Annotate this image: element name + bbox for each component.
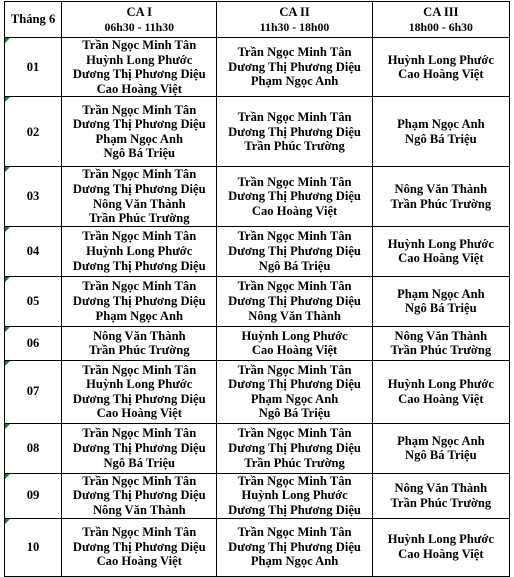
table-row [5, 226, 510, 276]
staff-name: Cao Hoàng Việt [398, 391, 484, 406]
day-number: 05 [26, 293, 40, 308]
comment-marker-icon [5, 327, 10, 332]
staff-name: Phạm Ngọc Anh [397, 286, 485, 301]
staff-name: Dương Thị Phương Diệu [228, 59, 361, 74]
day-number: 04 [26, 243, 40, 258]
staff-name: Huỳnh Long Phước [387, 236, 494, 251]
day-number: 07 [26, 384, 40, 399]
staff-name: Trần Ngọc Minh Tân [237, 426, 352, 441]
staff-name: Cao Hoàng Việt [251, 343, 338, 358]
shift-header-ca3[interactable] [372, 2, 509, 38]
staff-name: Dương Thị Phương Diệu [72, 539, 206, 554]
staff-name: Huỳnh Long Phước [86, 243, 193, 258]
day-cell[interactable] [5, 276, 62, 326]
comment-marker-icon [5, 474, 10, 479]
staff-name: Trần Ngọc Minh Tân [237, 525, 352, 540]
table-row [5, 97, 510, 167]
header-row [5, 2, 510, 38]
shift-cell-ca2[interactable] [217, 360, 372, 423]
shift-cell-ca3[interactable] [372, 518, 509, 576]
staff-name: Huỳnh Long Phước [387, 377, 494, 392]
staff-name: Trần Phúc Trường [390, 495, 492, 510]
day-number: 09 [26, 488, 40, 503]
staff-name: Ngô Bá Triệu [258, 258, 331, 273]
staff-name: Trần Ngọc Minh Tân [82, 167, 197, 182]
staff-name: Dương Thị Phương Diệu [228, 502, 361, 517]
comment-marker-icon [5, 519, 10, 524]
staff-name: Phạm Ngọc Anh [95, 131, 183, 146]
staff-name: Dương Thị Phương Diệu [228, 377, 361, 392]
shift-name: CA I [126, 4, 153, 19]
shift-cell-ca3[interactable] [372, 226, 509, 276]
staff-name: Cao Hoàng Việt [398, 547, 484, 562]
staff-name: Trần Ngọc Minh Tân [82, 525, 197, 540]
shift-cell-ca2[interactable] [217, 326, 372, 360]
staff-name: Dương Thị Phương Diệu [228, 293, 361, 308]
shift-cell-ca3[interactable] [372, 423, 509, 473]
day-cell[interactable] [5, 167, 62, 226]
staff-name: Trần Ngọc Minh Tân [82, 426, 197, 441]
shift-name: CA II [279, 4, 310, 19]
table-row [5, 518, 510, 576]
shift-cell-ca2[interactable] [217, 423, 372, 473]
staff-name: Huỳnh Long Phước [387, 532, 494, 547]
staff-name: Trần Ngọc Minh Tân [82, 229, 197, 244]
staff-name: Cao Hoàng Việt [96, 81, 182, 96]
staff-name: Dương Thị Phương Diệu [72, 488, 206, 503]
staff-name: Cao Hoàng Việt [398, 67, 484, 82]
schedule-sheet [4, 1, 510, 577]
shift-cell-ca1[interactable] [62, 38, 217, 97]
comment-marker-icon [5, 97, 10, 102]
shift-cell-ca1[interactable] [62, 167, 217, 226]
shift-cell-ca2[interactable] [217, 167, 372, 226]
shift-cell-ca1[interactable] [62, 518, 217, 576]
shift-cell-ca1[interactable] [62, 423, 217, 473]
day-cell[interactable] [5, 518, 62, 576]
staff-name: Dương Thị Phương Diệu [72, 258, 206, 273]
staff-name: Dương Thị Phương Diệu [228, 189, 361, 204]
staff-name: Huỳnh Long Phước [86, 377, 193, 392]
staff-name: Phạm Ngọc Anh [250, 74, 339, 89]
staff-name: Trần Ngọc Minh Tân [82, 362, 197, 377]
shift-header-ca2[interactable] [217, 2, 372, 38]
shift-cell-ca3[interactable] [372, 473, 509, 518]
staff-name: Trần Ngọc Minh Tân [237, 174, 352, 189]
staff-name: Trần Ngọc Minh Tân [237, 362, 352, 377]
shift-cell-ca3[interactable] [372, 38, 509, 97]
table-row [5, 276, 510, 326]
staff-name: Phạm Ngọc Anh [397, 117, 485, 132]
comment-marker-icon [5, 38, 10, 43]
staff-name: Nông Văn Thành [92, 196, 186, 211]
shift-cell-ca1[interactable] [62, 326, 217, 360]
staff-name: Trần Phúc Trường [390, 196, 492, 211]
staff-name: Huỳnh Long Phước [86, 52, 193, 67]
day-cell[interactable] [5, 326, 62, 360]
shift-schedule-table [4, 1, 510, 577]
staff-name: Dương Thị Phương Diệu [228, 539, 361, 554]
staff-name: Nông Văn Thành [394, 181, 488, 196]
table-row [5, 167, 510, 226]
day-cell[interactable] [5, 226, 62, 276]
staff-name: Nông Văn Thành [394, 328, 488, 343]
shift-cell-ca1[interactable] [62, 97, 217, 167]
table-row [5, 360, 510, 423]
staff-name: Dương Thị Phương Diệu [72, 440, 206, 455]
shift-cell-ca3[interactable] [372, 360, 509, 423]
staff-name: Ngô Bá Triệu [405, 448, 477, 463]
staff-name: Ngô Bá Triệu [103, 455, 176, 470]
shift-cell-ca1[interactable] [62, 360, 217, 423]
staff-name: Nông Văn Thành [92, 328, 186, 343]
day-number: 03 [26, 189, 40, 204]
month-label: Tháng 6 [10, 12, 56, 27]
staff-name: Ngô Bá Triệu [258, 406, 331, 421]
staff-name: Dương Thị Phương Diệu [228, 243, 361, 258]
shift-cell-ca3[interactable] [372, 97, 509, 167]
table-row [5, 326, 510, 360]
comment-marker-icon [5, 361, 10, 366]
staff-name: Nông Văn Thành [92, 502, 186, 517]
day-cell[interactable] [5, 423, 62, 473]
staff-name: Nông Văn Thành [248, 308, 341, 323]
month-header[interactable] [5, 2, 62, 38]
shift-cell-ca1[interactable] [62, 226, 217, 276]
staff-name: Trần Ngọc Minh Tân [237, 473, 352, 488]
shift-cell-ca3[interactable] [372, 326, 509, 360]
staff-name: Ngô Bá Triệu [405, 131, 477, 146]
shift-header-ca1[interactable] [62, 2, 217, 38]
staff-name: Cao Hoàng Việt [96, 406, 182, 421]
shift-time: 06h30 - 11h30 [104, 19, 174, 34]
staff-name: Huỳnh Long Phước [387, 52, 494, 67]
staff-name: Trần Ngọc Minh Tân [237, 109, 352, 124]
staff-name: Nông Văn Thành [394, 481, 488, 496]
staff-name: Trần Ngọc Minh Tân [82, 473, 197, 488]
comment-marker-icon [5, 277, 10, 282]
staff-name: Phạm Ngọc Anh [250, 554, 339, 569]
shift-cell-ca3[interactable] [372, 276, 509, 326]
staff-name: Dương Thị Phương Diệu [72, 117, 206, 132]
staff-name: Ngô Bá Triệu [405, 301, 477, 316]
staff-name: Trần Phúc Trường [244, 455, 345, 470]
shift-cell-ca1[interactable] [62, 473, 217, 518]
staff-name: Trần Phúc Trường [88, 343, 190, 358]
staff-name: Cao Hoàng Việt [251, 203, 338, 218]
shift-cell-ca2[interactable] [217, 473, 372, 518]
day-cell[interactable] [5, 473, 62, 518]
staff-name: Trần Ngọc Minh Tân [237, 45, 352, 60]
staff-name: Trần Phúc Trường [390, 343, 492, 358]
table-row [5, 473, 510, 518]
shift-cell-ca2[interactable] [217, 518, 372, 576]
staff-name: Dương Thị Phương Diệu [228, 440, 361, 455]
shift-cell-ca1[interactable] [62, 276, 217, 326]
staff-name: Dương Thị Phương Diệu [72, 391, 206, 406]
staff-name: Phạm Ngọc Anh [397, 433, 485, 448]
staff-name: Trần Ngọc Minh Tân [237, 229, 352, 244]
comment-marker-icon [5, 167, 10, 172]
staff-name: Trần Phúc Trường [88, 211, 190, 226]
day-number: 02 [26, 124, 40, 139]
shift-cell-ca2[interactable] [217, 276, 372, 326]
staff-name: Huỳnh Long Phước [241, 488, 348, 503]
staff-name: Phạm Ngọc Anh [250, 391, 339, 406]
day-cell[interactable] [5, 360, 62, 423]
staff-name: Huỳnh Long Phước [241, 328, 348, 343]
table-row [5, 423, 510, 473]
day-cell[interactable] [5, 38, 62, 97]
day-number: 06 [26, 335, 40, 350]
staff-name: Cao Hoàng Việt [398, 251, 484, 266]
shift-cell-ca2[interactable] [217, 38, 372, 97]
staff-name: Dương Thị Phương Diệu [72, 181, 206, 196]
day-number: 08 [26, 440, 40, 455]
staff-name: Trần Ngọc Minh Tân [82, 102, 197, 117]
shift-cell-ca2[interactable] [217, 226, 372, 276]
staff-name: Dương Thị Phương Diệu [228, 124, 361, 139]
shift-time: 11h30 - 18h00 [259, 19, 330, 34]
staff-name: Ngô Bá Triệu [103, 146, 176, 161]
staff-name: Dương Thị Phương Diệu [72, 67, 206, 82]
day-number: 10 [26, 539, 40, 554]
shift-name: CA III [423, 4, 459, 19]
staff-name: Phạm Ngọc Anh [95, 308, 183, 323]
staff-name: Trần Ngọc Minh Tân [82, 279, 197, 294]
staff-name: Cao Hoàng Việt [96, 554, 182, 569]
staff-name: Dương Thị Phương Diệu [72, 293, 206, 308]
table-row [5, 38, 510, 97]
shift-cell-ca2[interactable] [217, 97, 372, 167]
comment-marker-icon [5, 424, 10, 429]
staff-name: Trần Ngọc Minh Tân [237, 279, 352, 294]
day-cell[interactable] [5, 97, 62, 167]
shift-cell-ca3[interactable] [372, 167, 509, 226]
day-number: 01 [26, 59, 40, 74]
shift-time: 18h00 - 6h30 [408, 19, 473, 34]
staff-name: Trần Phúc Trường [244, 139, 345, 154]
schedule-body [5, 38, 510, 577]
staff-name: Trần Ngọc Minh Tân [82, 38, 197, 52]
comment-marker-icon [5, 227, 10, 232]
